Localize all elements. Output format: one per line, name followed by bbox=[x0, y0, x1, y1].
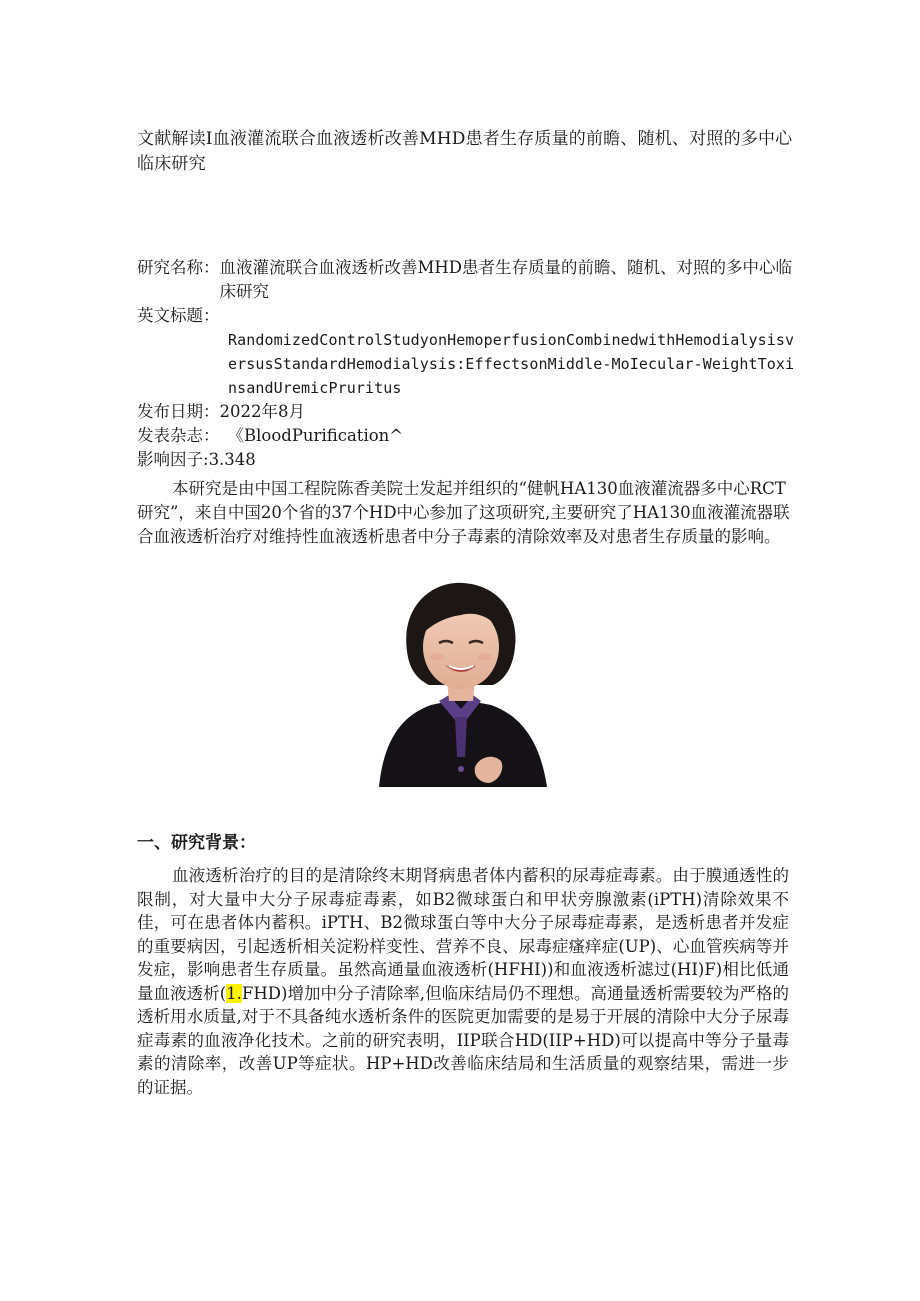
english-title-row bbox=[137, 304, 797, 328]
study-metadata bbox=[137, 256, 797, 472]
researcher-portrait bbox=[369, 577, 551, 787]
english-title-value: RandomizedControlStudyonHemoperfusionCombinedwithHemodialysisversusStandardHemodialysis:EffectsonMiddle-MoIecular-WeightToxinsandUremicPruritus bbox=[228, 331, 795, 397]
study-name-row bbox=[137, 256, 797, 304]
journal-label: 发表杂志： bbox=[137, 426, 220, 445]
journal-value: 《BloodPurification^ bbox=[227, 426, 404, 445]
impact-factor-value: 3.348 bbox=[208, 450, 256, 469]
intro-paragraph: 本研究是由中国工程院陈香美院士发起并组织的“健帆HA130血液灌流器多中心RCT研究”，来自中国20个省的37个HD中心参加了这项研究,主要研究了HA130血液灌流器联合血液透析治疗对维持性血液透析患者中分子毒素的清除效率及对患者生存质量的影响。 bbox=[137, 479, 790, 546]
section-heading-background: 一、研究背景： bbox=[137, 833, 256, 853]
study-name-value: 血液灌流联合血液透析改善MHD患者生存质量的前瞻、随机、对照的多中心临床研究 bbox=[219, 258, 793, 301]
background-paragraph bbox=[137, 864, 789, 1099]
impact-factor-row bbox=[137, 448, 797, 472]
background-text-part2: FHD)增加中分子清除率,但临床结局仍不理想。高通量透析需要较为严格的透析用水质量,对于不具备纯水透析条件的医院更加需要的是易于开展的清除中大分子尿毒症毒素的血液净化技术。之前的研究表明，IIP联合HD(IIP+HD)可以提高中等分子量毒素的清除率，改善UP等症状。HP+HD改善临床结局和生活质量的观察结果，需进一步的证据。 bbox=[137, 983, 790, 1097]
impact-factor-label: 影响因子: bbox=[137, 450, 209, 469]
highlighted-text: 1. bbox=[226, 983, 242, 1003]
publish-date-row bbox=[137, 400, 797, 424]
english-title-label: 英文标题： bbox=[137, 306, 220, 325]
document-title: 文献解读I血液灌流联合血液透析改善MHD患者生存质量的前瞻、随机、对照的多中心临床研究 bbox=[137, 129, 793, 174]
background-text-part1: 血液透析治疗的目的是清除终末期肾病患者体内蓄积的尿毒症毒素。由于膜通透性的限制，对大量中大分子尿毒症毒素，如B2微球蛋白和甲状旁腺激素(iPTH)清除效果不佳，可在患者体内蓄积。iPTH、B2微球蛋白等中大分子尿毒症毒素，是透析患者并发症的重要病因，引起透析相关淀粉样变性、营养不良、尿毒症瘙痒症(UP)、心血管疾病等并发症，影响患者生存质量。虽然高通量血液透析(HFHI))和血液透析滤过(HI)F)相比低通量血液透析( bbox=[137, 866, 789, 1003]
publish-date-value: 2022年8月 bbox=[219, 402, 305, 421]
study-name-label: 研究名称： bbox=[137, 258, 220, 277]
publish-date-label: 发布日期： bbox=[137, 402, 220, 421]
journal-row bbox=[137, 424, 797, 448]
